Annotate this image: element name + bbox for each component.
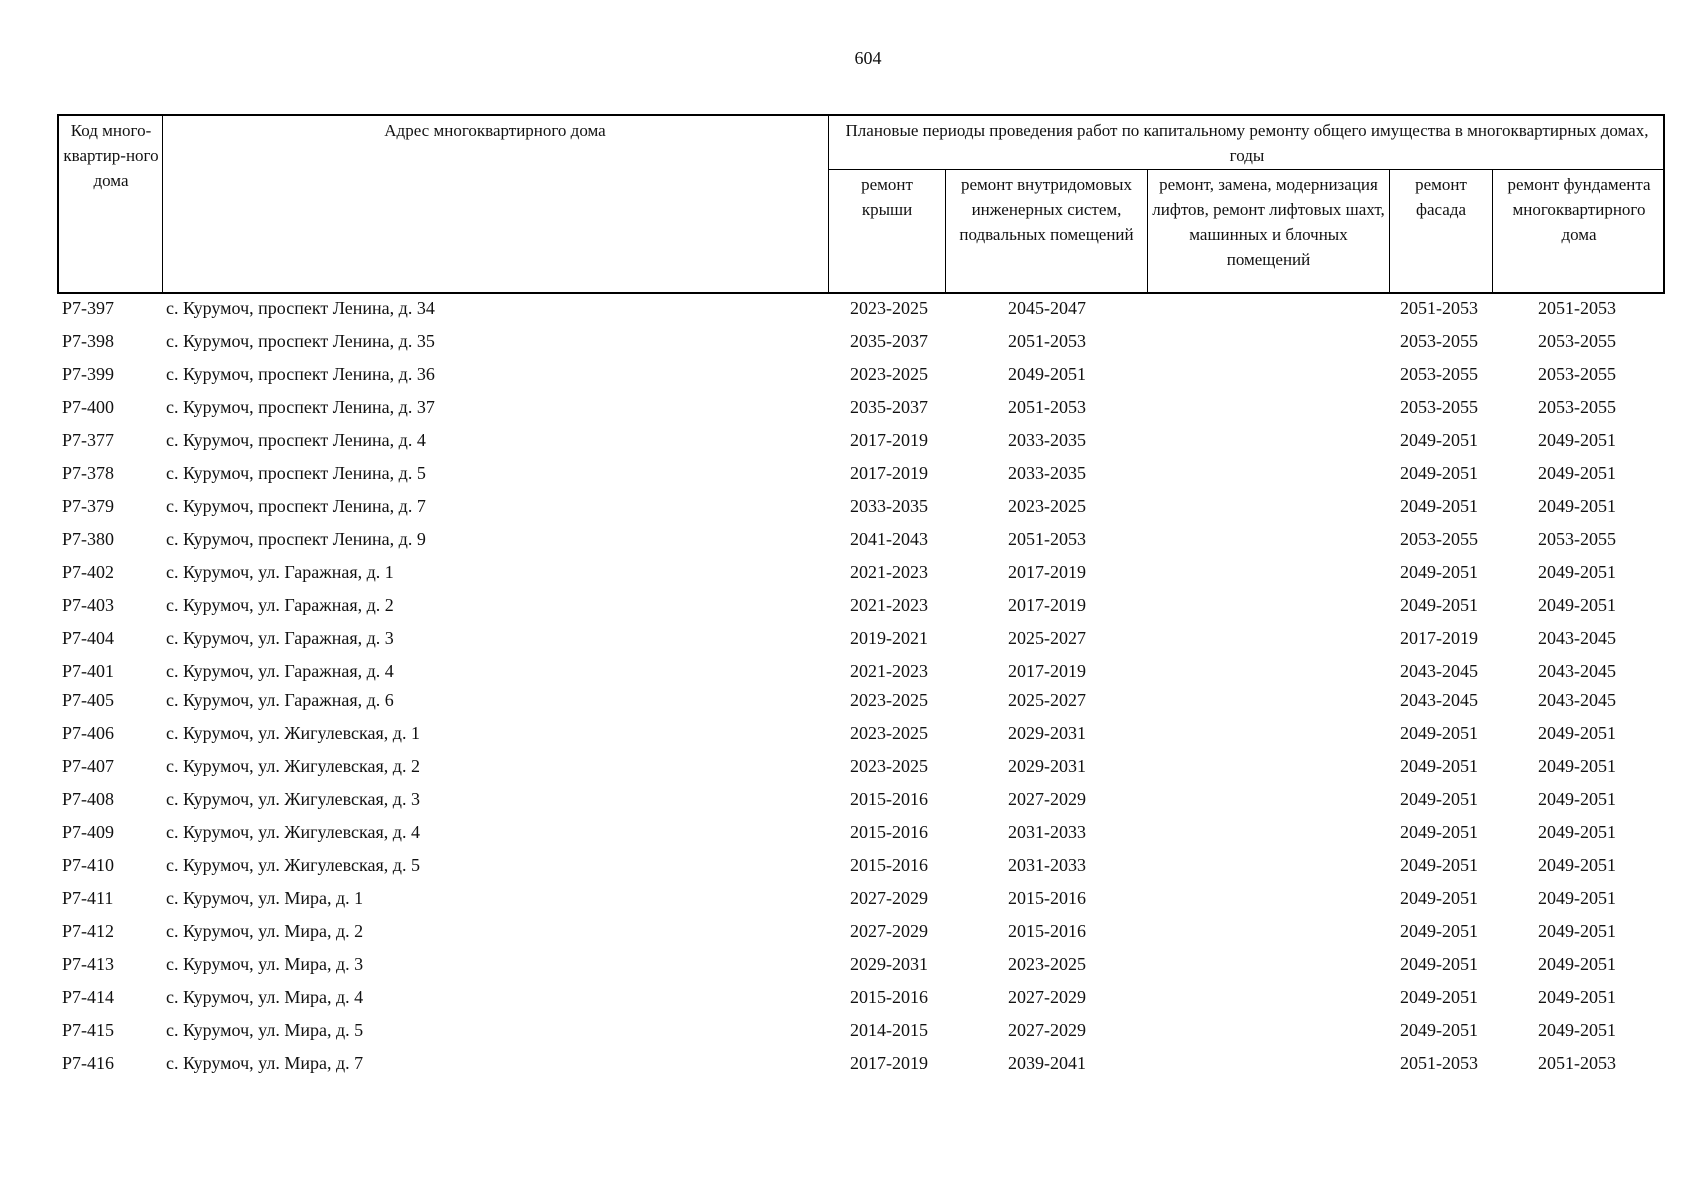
row-address: с. Курумоч, проспект Ленина, д. 4	[166, 430, 426, 450]
row-address: с. Курумоч, ул. Жигулевская, д. 3	[166, 789, 420, 809]
row-foundation-period: 2053-2055	[1538, 529, 1616, 549]
row-address: с. Курумоч, ул. Гаражная, д. 1	[166, 562, 394, 582]
row-roof-period: 2035-2037	[850, 331, 928, 351]
row-facade-period: 2049-2051	[1400, 723, 1478, 743]
row-roof-period: 2015-2016	[850, 822, 928, 842]
row-systems-period: 2031-2033	[1008, 822, 1086, 842]
row-foundation-period: 2049-2051	[1538, 1020, 1616, 1040]
row-facade-period: 2053-2055	[1400, 331, 1478, 351]
row-roof-period: 2017-2019	[850, 1053, 928, 1073]
row-systems-period: 2017-2019	[1008, 661, 1086, 681]
row-roof-period: 2027-2029	[850, 921, 928, 941]
row-facade-period: 2049-2051	[1400, 855, 1478, 875]
row-code: Р7-377	[62, 430, 115, 450]
row-foundation-period: 2049-2051	[1538, 954, 1616, 974]
row-roof-period: 2041-2043	[850, 529, 928, 549]
row-foundation-period: 2049-2051	[1538, 496, 1616, 516]
row-roof-period: 2017-2019	[850, 430, 928, 450]
row-foundation-period: 2043-2045	[1538, 690, 1616, 710]
row-code: Р7-405	[62, 690, 115, 710]
table-header	[57, 114, 1665, 294]
header-facade: ремонт фасада	[1415, 175, 1467, 219]
header-roof: ремонт крыши	[861, 175, 913, 219]
row-address: с. Курумоч, проспект Ленина, д. 36	[166, 364, 435, 384]
row-code: Р7-414	[62, 987, 115, 1007]
row-foundation-period: 2049-2051	[1538, 723, 1616, 743]
row-facade-period: 2049-2051	[1400, 888, 1478, 908]
header-address: Адрес многоквартирного дома	[384, 121, 606, 140]
row-address: с. Курумоч, проспект Ленина, д. 9	[166, 529, 426, 549]
row-address: с. Курумоч, ул. Гаражная, д. 2	[166, 595, 394, 615]
row-roof-period: 2014-2015	[850, 1020, 928, 1040]
row-address: с. Курумоч, ул. Жигулевская, д. 1	[166, 723, 420, 743]
row-facade-period: 2049-2051	[1400, 756, 1478, 776]
row-address: с. Курумоч, ул. Жигулевская, д. 4	[166, 822, 420, 842]
header-lifts: ремонт, замена, модернизация лифтов, ремонт лифтовых шахт, машинных и блочных помещений	[1152, 175, 1385, 269]
row-foundation-period: 2049-2051	[1538, 595, 1616, 615]
row-foundation-period: 2049-2051	[1538, 430, 1616, 450]
row-foundation-period: 2049-2051	[1538, 822, 1616, 842]
row-foundation-period: 2049-2051	[1538, 562, 1616, 582]
row-roof-period: 2023-2025	[850, 690, 928, 710]
row-address: с. Курумоч, проспект Ленина, д. 5	[166, 463, 426, 483]
row-foundation-period: 2049-2051	[1538, 921, 1616, 941]
row-roof-period: 2023-2025	[850, 298, 928, 318]
row-code: Р7-408	[62, 789, 115, 809]
row-foundation-period: 2049-2051	[1538, 463, 1616, 483]
row-roof-period: 2015-2016	[850, 789, 928, 809]
row-code: Р7-406	[62, 723, 115, 743]
row-systems-period: 2039-2041	[1008, 1053, 1086, 1073]
row-roof-period: 2035-2037	[850, 397, 928, 417]
row-facade-period: 2049-2051	[1400, 595, 1478, 615]
header-code: Код много-квартир-ного дома	[63, 121, 159, 190]
row-roof-period: 2015-2016	[850, 855, 928, 875]
row-roof-period: 2029-2031	[850, 954, 928, 974]
row-facade-period: 2049-2051	[1400, 822, 1478, 842]
row-systems-period: 2017-2019	[1008, 562, 1086, 582]
row-address: с. Курумоч, ул. Мира, д. 1	[166, 888, 364, 908]
header-foundation: ремонт фундамента многоквартирного дома	[1507, 175, 1651, 244]
row-address: с. Курумоч, проспект Ленина, д. 35	[166, 331, 435, 351]
row-code: Р7-380	[62, 529, 115, 549]
row-foundation-period: 2049-2051	[1538, 756, 1616, 776]
row-address: с. Курумоч, ул. Мира, д. 3	[166, 954, 364, 974]
row-systems-period: 2015-2016	[1008, 921, 1086, 941]
row-address: с. Курумоч, ул. Мира, д. 7	[166, 1053, 364, 1073]
row-systems-period: 2051-2053	[1008, 397, 1086, 417]
row-code: Р7-411	[62, 888, 114, 908]
row-roof-period: 2021-2023	[850, 595, 928, 615]
header-systems: ремонт внутридомовых инженерных систем, подвальных помещений	[959, 175, 1134, 244]
row-address: с. Курумоч, ул. Мира, д. 2	[166, 921, 364, 941]
row-foundation-period: 2043-2045	[1538, 628, 1616, 648]
row-systems-period: 2025-2027	[1008, 690, 1086, 710]
row-systems-period: 2031-2033	[1008, 855, 1086, 875]
row-facade-period: 2049-2051	[1400, 789, 1478, 809]
row-systems-period: 2015-2016	[1008, 888, 1086, 908]
row-foundation-period: 2053-2055	[1538, 364, 1616, 384]
row-systems-period: 2033-2035	[1008, 463, 1086, 483]
row-roof-period: 2033-2035	[850, 496, 928, 516]
row-address: с. Курумоч, проспект Ленина, д. 37	[166, 397, 435, 417]
row-facade-period: 2053-2055	[1400, 397, 1478, 417]
row-code: Р7-402	[62, 562, 115, 582]
row-roof-period: 2027-2029	[850, 888, 928, 908]
row-roof-period: 2023-2025	[850, 756, 928, 776]
row-facade-period: 2049-2051	[1400, 496, 1478, 516]
row-code: Р7-378	[62, 463, 115, 483]
header-planned-periods: Плановые периоды проведения работ по капитальному ремонту общего имущества в многоквартирных домах, годы	[845, 121, 1649, 165]
row-code: Р7-413	[62, 954, 115, 974]
row-systems-period: 2051-2053	[1008, 529, 1086, 549]
row-systems-period: 2051-2053	[1008, 331, 1086, 351]
row-systems-period: 2025-2027	[1008, 628, 1086, 648]
row-code: Р7-403	[62, 595, 115, 615]
row-roof-period: 2015-2016	[850, 987, 928, 1007]
row-facade-period: 2049-2051	[1400, 987, 1478, 1007]
row-code: Р7-412	[62, 921, 115, 941]
row-code: Р7-409	[62, 822, 115, 842]
row-foundation-period: 2051-2053	[1538, 298, 1616, 318]
row-code: Р7-400	[62, 397, 115, 417]
row-systems-period: 2033-2035	[1008, 430, 1086, 450]
row-address: с. Курумоч, проспект Ленина, д. 7	[166, 496, 426, 516]
row-foundation-period: 2049-2051	[1538, 855, 1616, 875]
row-roof-period: 2021-2023	[850, 661, 928, 681]
row-address: с. Курумоч, ул. Жигулевская, д. 2	[166, 756, 420, 776]
row-facade-period: 2017-2019	[1400, 628, 1478, 648]
row-code: Р7-404	[62, 628, 115, 648]
row-facade-period: 2049-2051	[1400, 562, 1478, 582]
row-systems-period: 2023-2025	[1008, 954, 1086, 974]
row-facade-period: 2049-2051	[1400, 463, 1478, 483]
row-address: с. Курумоч, проспект Ленина, д. 34	[166, 298, 435, 318]
row-roof-period: 2017-2019	[850, 463, 928, 483]
row-roof-period: 2021-2023	[850, 562, 928, 582]
row-address: с. Курумоч, ул. Гаражная, д. 6	[166, 690, 394, 710]
row-code: Р7-397	[62, 298, 115, 318]
row-address: с. Курумоч, ул. Жигулевская, д. 5	[166, 855, 420, 875]
row-roof-period: 2023-2025	[850, 364, 928, 384]
row-facade-period: 2043-2045	[1400, 690, 1478, 710]
row-facade-period: 2049-2051	[1400, 921, 1478, 941]
row-facade-period: 2049-2051	[1400, 1020, 1478, 1040]
row-facade-period: 2043-2045	[1400, 661, 1478, 681]
row-code: Р7-379	[62, 496, 115, 516]
row-systems-period: 2027-2029	[1008, 789, 1086, 809]
row-facade-period: 2053-2055	[1400, 364, 1478, 384]
row-code: Р7-416	[62, 1053, 115, 1073]
row-facade-period: 2053-2055	[1400, 529, 1478, 549]
row-foundation-period: 2053-2055	[1538, 331, 1616, 351]
row-roof-period: 2023-2025	[850, 723, 928, 743]
page-number: 604	[854, 48, 882, 68]
row-code: Р7-399	[62, 364, 115, 384]
row-code: Р7-401	[62, 661, 115, 681]
row-foundation-period: 2049-2051	[1538, 789, 1616, 809]
row-code: Р7-415	[62, 1020, 115, 1040]
row-systems-period: 2027-2029	[1008, 987, 1086, 1007]
row-address: с. Курумоч, ул. Мира, д. 4	[166, 987, 364, 1007]
row-systems-period: 2027-2029	[1008, 1020, 1086, 1040]
row-systems-period: 2029-2031	[1008, 723, 1086, 743]
row-code: Р7-407	[62, 756, 115, 776]
row-systems-period: 2029-2031	[1008, 756, 1086, 776]
row-facade-period: 2049-2051	[1400, 430, 1478, 450]
row-foundation-period: 2053-2055	[1538, 397, 1616, 417]
row-address: с. Курумоч, ул. Гаражная, д. 4	[166, 661, 394, 681]
row-systems-period: 2049-2051	[1008, 364, 1086, 384]
row-facade-period: 2049-2051	[1400, 954, 1478, 974]
row-foundation-period: 2051-2053	[1538, 1053, 1616, 1073]
row-address: с. Курумоч, ул. Гаражная, д. 3	[166, 628, 394, 648]
row-systems-period: 2045-2047	[1008, 298, 1086, 318]
row-foundation-period: 2043-2045	[1538, 661, 1616, 681]
row-roof-period: 2019-2021	[850, 628, 928, 648]
row-address: с. Курумоч, ул. Мира, д. 5	[166, 1020, 364, 1040]
row-code: Р7-398	[62, 331, 115, 351]
row-systems-period: 2023-2025	[1008, 496, 1086, 516]
row-code: Р7-410	[62, 855, 115, 875]
row-foundation-period: 2049-2051	[1538, 987, 1616, 1007]
row-facade-period: 2051-2053	[1400, 298, 1478, 318]
row-systems-period: 2017-2019	[1008, 595, 1086, 615]
row-facade-period: 2051-2053	[1400, 1053, 1478, 1073]
row-foundation-period: 2049-2051	[1538, 888, 1616, 908]
